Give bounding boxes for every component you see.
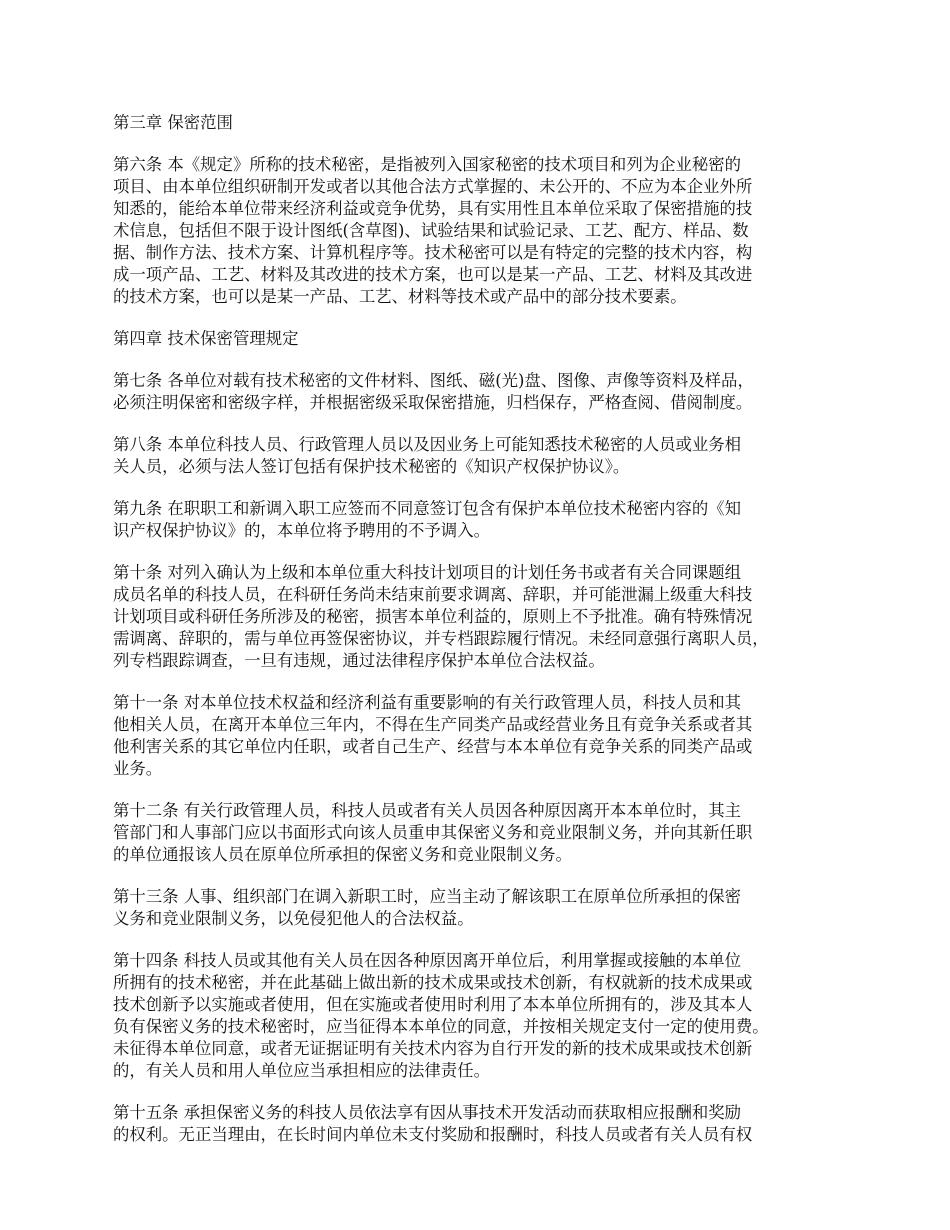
paragraph-line: 术信息，包括但不限于设计图纸(含草图)、试验结果和试验记录、工艺、配方、样品、数	[113, 221, 749, 240]
paragraph-line: 计划项目或科研任务所涉及的秘密，损害本单位利益的，原则上不予批准。确有特殊情况	[113, 607, 753, 626]
paragraph-line: 成员名单的科技人员，在科研任务尚未结束前要求调离、辞职，并可能泄漏上级重大科技	[113, 585, 753, 604]
paragraph-line: 识产权保护协议》的，本单位将予聘用的不予调入。	[113, 521, 490, 540]
paragraph-line: 他相关人员，在离开本单位三年内，不得在生产同类产品或经营业务且有竞争关系或者其	[113, 715, 753, 734]
heading-line: 第三章 保密范围	[113, 113, 233, 132]
document-page	[113, 112, 853, 1166]
paragraph-line: 所拥有的技术秘密，并在此基础上做出新的技术成果或技术创新，有权就新的技术成果或	[113, 973, 753, 992]
article-13-paragraph	[113, 886, 853, 930]
article-6-paragraph	[113, 154, 853, 308]
article-12-paragraph	[113, 800, 853, 866]
paragraph-line: 的技术方案，也可以是某一产品、工艺、材料等技术或产品中的部分技术要素。	[113, 287, 687, 306]
paragraph-line: 知悉的，能给本单位带来经济利益或竞争优势，具有实用性且本单位采取了保密措施的技	[113, 199, 753, 218]
paragraph-line: 业务。	[113, 759, 163, 778]
paragraph-line: 技术创新予以实施或者使用，但在实施或者使用时利用了本本单位所拥有的，涉及其本人	[113, 995, 753, 1014]
paragraph-line: 负有保密义务的技术秘密时，应当征得本本单位的同意，并按相关规定支付一定的使用费。	[113, 1017, 769, 1036]
paragraph-line: 第十二条 有关行政管理人员，科技人员或者有关人员因各种原因离开本本单位时，其主	[113, 801, 742, 820]
paragraph-line: 义务和竞业限制义务，以免侵犯他人的合法权益。	[113, 909, 474, 928]
paragraph-line: 的，有关人员和用人单位应当承担相应的法律责任。	[113, 1061, 490, 1080]
paragraph-line: 关人员，必须与法人签订包括有保护技术秘密的《知识产权保护协议》。	[113, 457, 630, 476]
article-8-paragraph	[113, 434, 853, 478]
paragraph-line: 的单位通报该人员在原单位所承担的保密义务和竞业限制义务。	[113, 845, 572, 864]
chapter-4-heading	[113, 328, 853, 350]
chapter-3-heading	[113, 112, 853, 134]
paragraph-line: 管部门和人事部门应以书面形式向该人员重申其保密义务和竞业限制义务，并向其新任职	[113, 823, 753, 842]
article-14-paragraph	[113, 950, 853, 1082]
paragraph-line: 第十三条 人事、组织部门在调入新职工时，应当主动了解该职工在原单位所承担的保密	[113, 887, 742, 906]
paragraph-line: 第十一条 对本单位技术权益和经济利益有重要影响的有关行政管理人员，科技人员和其	[113, 693, 742, 712]
paragraph-line: 成一项产品、工艺、材料及其改进的技术方案，也可以是某一产品、工艺、材料及其改进	[113, 265, 753, 284]
paragraph-line: 列专档跟踪调查，一旦有违规，通过法律程序保护本单位合法权益。	[113, 651, 605, 670]
paragraph-line: 未征得本单位同意，或者无证据证明有关技术内容为自行开发的新的技术成果或技术创新	[113, 1039, 753, 1058]
heading-line: 第四章 技术保密管理规定	[113, 329, 299, 348]
article-7-paragraph	[113, 370, 853, 414]
paragraph-line: 第十四条 科技人员或其他有关人员在因各种原因离开单位后，利用掌握或接触的本单位	[113, 951, 742, 970]
paragraph-line: 他利害关系的其它单位内任职，或者自己生产、经营与本本单位有竞争关系的同类产品或	[113, 737, 753, 756]
paragraph-line: 第七条 各单位对载有技术秘密的文件材料、图纸、磁(光)盘、图像、声像等资料及样品，	[113, 371, 754, 390]
article-11-paragraph	[113, 692, 853, 780]
paragraph-line: 第九条 在职职工和新调入职工应签而不同意签订包含有保护本单位技术秘密内容的《知	[113, 499, 742, 518]
paragraph-line: 项目、由本单位组织研制开发或者以其他合法方式掌握的、未公开的、不应为本企业外所	[113, 177, 753, 196]
article-15-paragraph	[113, 1102, 853, 1146]
paragraph-line: 第十条 对列入确认为上级和本单位重大科技计划项目的计划任务书或者有关合同课题组	[113, 563, 742, 582]
article-10-paragraph	[113, 562, 853, 672]
paragraph-line: 据、制作方法、技术方案、计算机程序等。技术秘密可以是有特定的完整的技术内容，构	[113, 243, 753, 262]
paragraph-line: 需调离、辞职的，需与单位再签保密协议，并专档跟踪履行情况。未经同意强行离职人员，	[113, 629, 769, 648]
article-9-paragraph	[113, 498, 853, 542]
paragraph-line: 必须注明保密和密级字样，并根据密级采取保密措施，归档保存，严格查阅、借阅制度。	[113, 393, 753, 412]
paragraph-line: 的权利。无正当理由，在长时间内单位未支付奖励和报酬时，科技人员或者有关人员有权	[113, 1125, 753, 1144]
paragraph-line: 第六条 本《规定》所称的技术秘密，是指被列入国家秘密的技术项目和列为企业秘密的	[113, 155, 742, 174]
paragraph-line: 第十五条 承担保密义务的科技人员依法享有因从事技术开发活动而获取相应报酬和奖励	[113, 1103, 742, 1122]
paragraph-line: 第八条 本单位科技人员、行政管理人员以及因业务上可能知悉技术秘密的人员或业务相	[113, 435, 742, 454]
